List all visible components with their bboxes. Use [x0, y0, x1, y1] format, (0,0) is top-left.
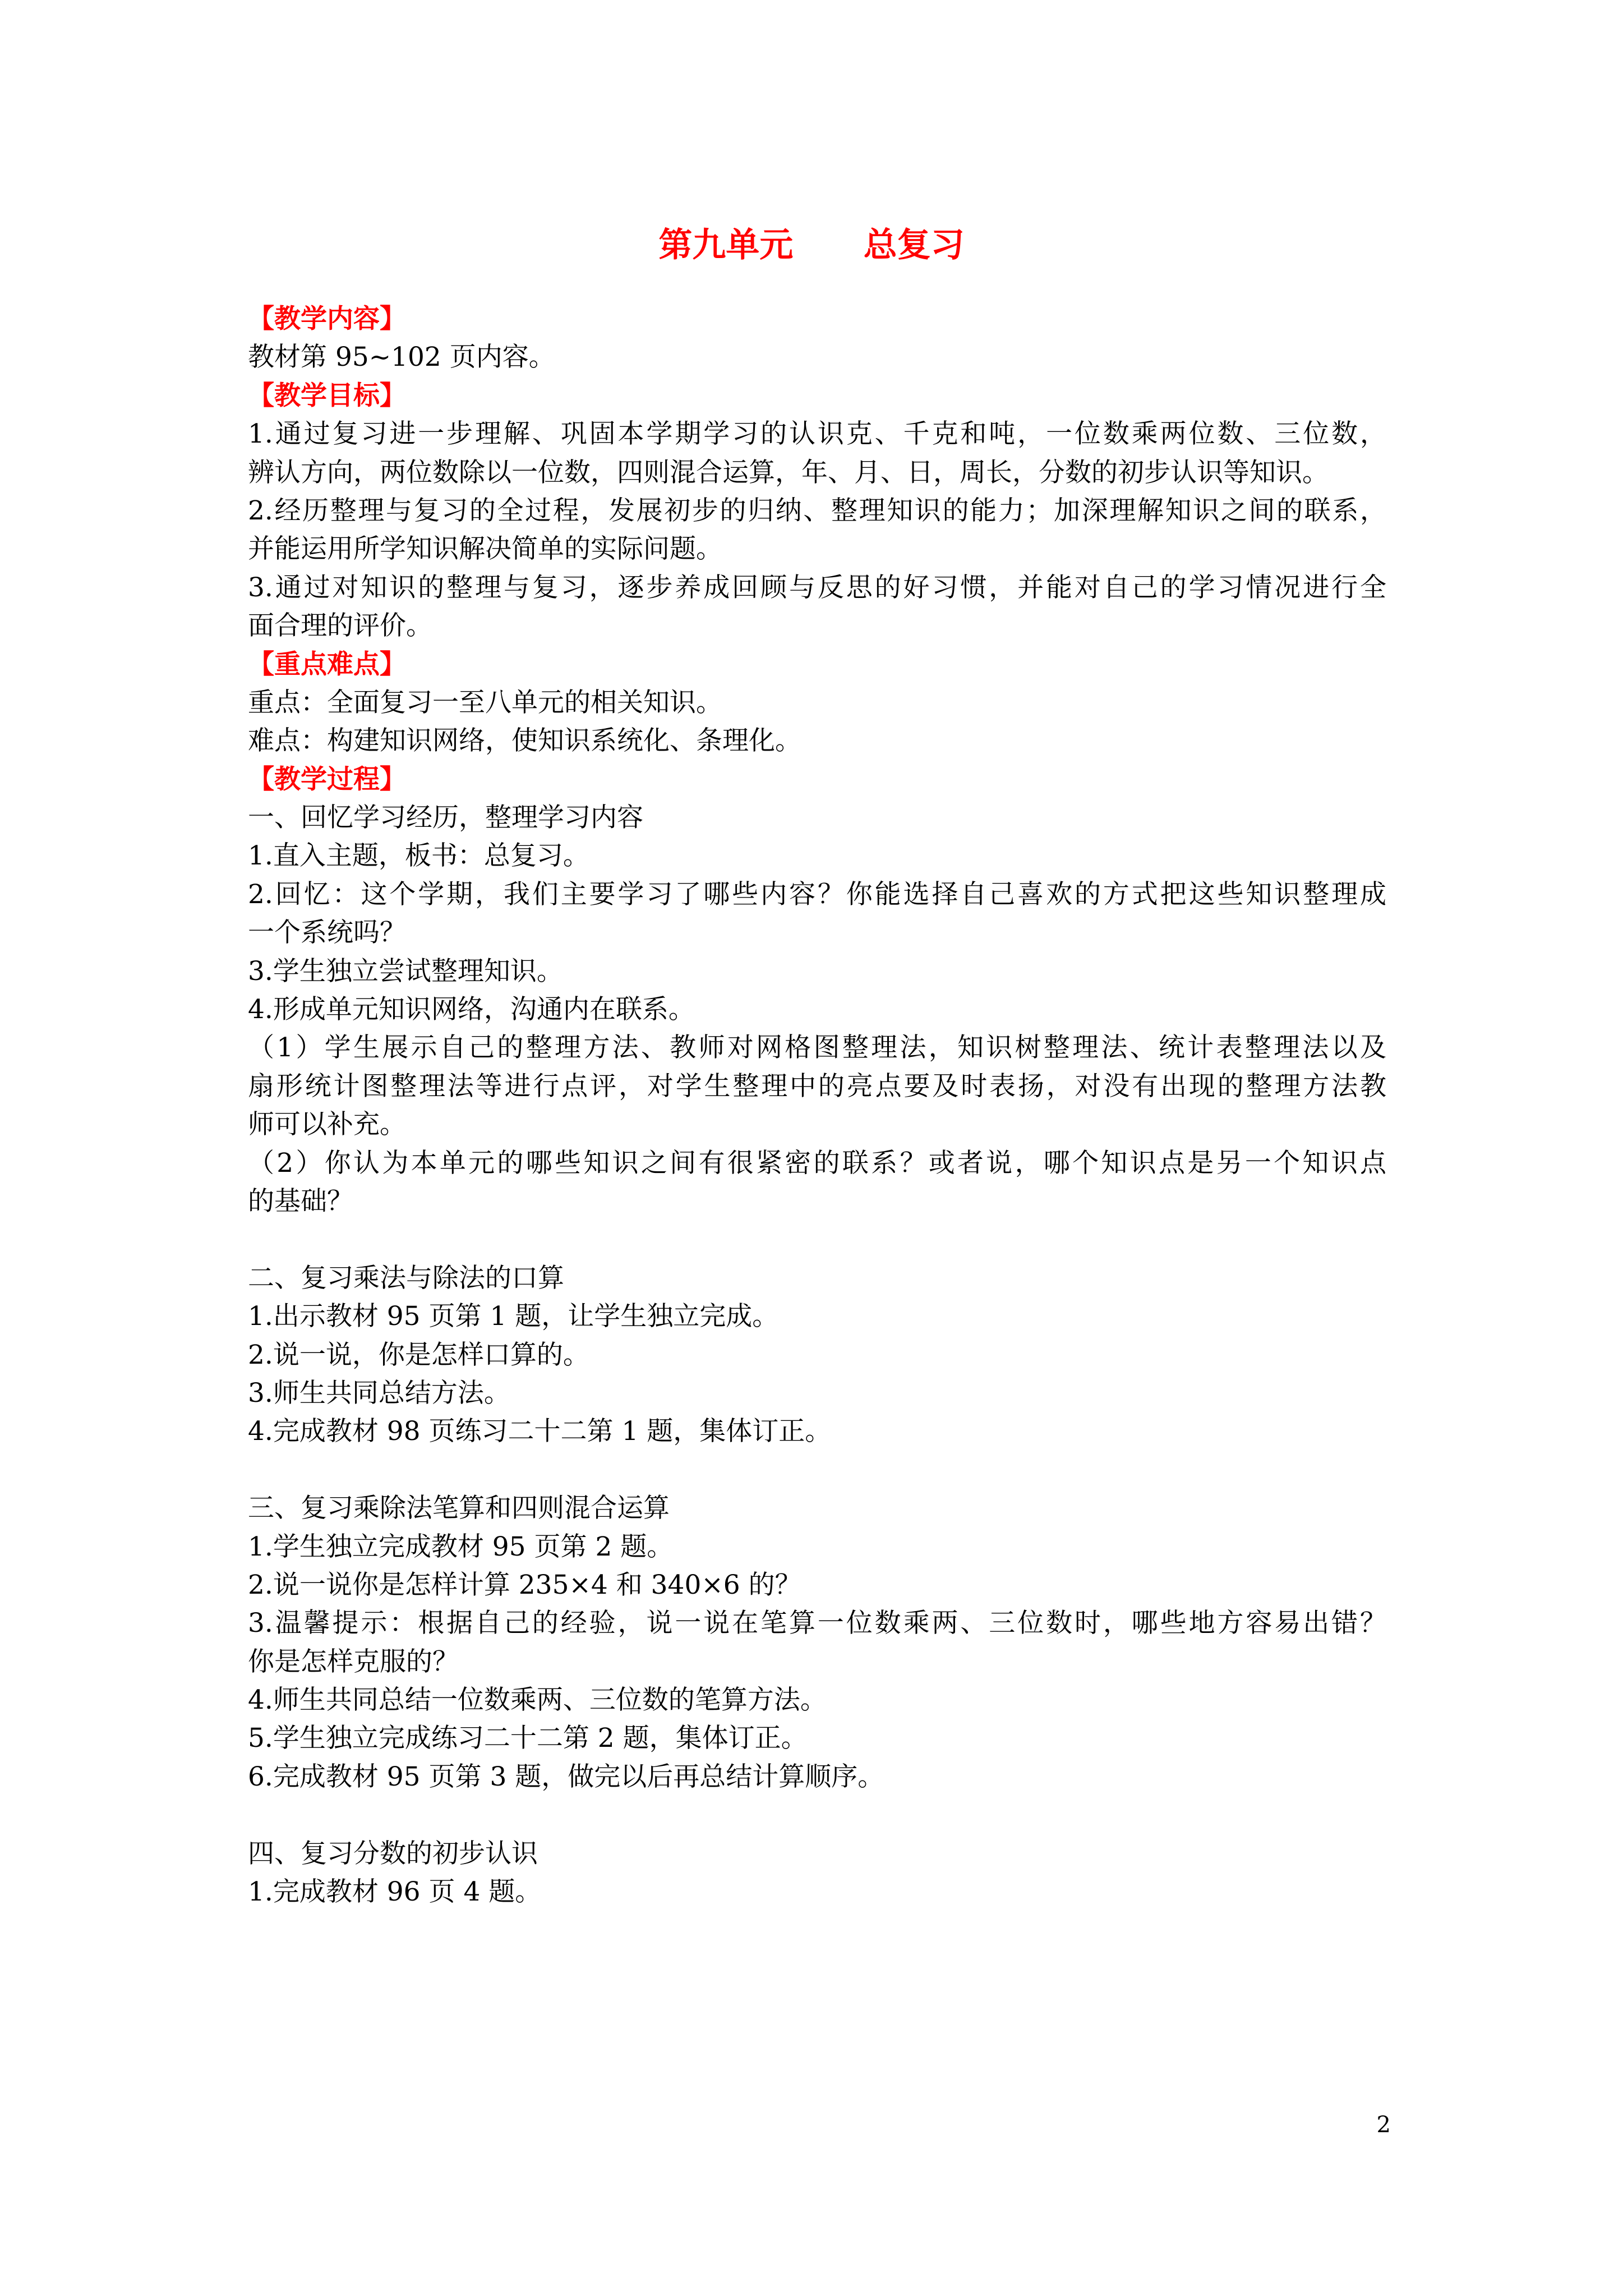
- part-1-step-2-line-2: 一个系统吗？: [248, 917, 406, 949]
- part-1-step-2-line-1: 2.回忆：这个学期，我们主要学习了哪些内容？你能选择自己喜欢的方式把这些知识整理成: [248, 878, 1386, 910]
- teaching-goals-heading: 【教学目标】: [248, 380, 406, 411]
- part-2-step-1: 1.出示教材 95 页第 1 题，让学生独立完成。: [248, 1301, 779, 1332]
- part-1-step-4: 4.形成单元知识网络，沟通内在联系。: [248, 994, 695, 1025]
- page-number: 2: [1376, 2112, 1391, 2138]
- teaching-content-heading: 【教学内容】: [248, 303, 406, 334]
- part-2-step-3: 3.师生共同总结方法。: [248, 1377, 510, 1409]
- part-3-step-1: 1.学生独立完成教材 95 页第 2 题。: [248, 1531, 674, 1562]
- part-3-step-6: 6.完成教材 95 页第 3 题，做完以后再总结计算顺序。: [248, 1761, 884, 1792]
- section-spacer: [248, 1451, 1386, 1489]
- part-1-subitem-2-line-1: （2）你认为本单元的哪些知识之间有很紧密的联系？或者说，哪个知识点是另一个知识点: [248, 1147, 1386, 1179]
- goal-1-line-2: 辨认方向，两位数除以一位数，四则混合运算，年、月、日，周长，分数的初步认识等知识。: [248, 457, 1329, 488]
- part-1-step-3: 3.学生独立尝试整理知识。: [248, 955, 563, 987]
- part-3-title: 三、复习乘除法笔算和四则混合运算: [248, 1493, 670, 1524]
- part-2-step-2: 2.说一说，你是怎样口算的。: [248, 1339, 589, 1370]
- part-3-step-4: 4.师生共同总结一位数乘两、三位数的笔算方法。: [248, 1685, 827, 1716]
- document-body: [248, 300, 1386, 1911]
- part-1-step-1: 1.直入主题，板书：总复习。: [248, 840, 589, 872]
- page-title: 第九单元 总复习: [658, 226, 965, 265]
- part-3-step-3-line-1: 3.温馨提示：根据自己的经验，说一说在笔算一位数乘两、三位数时，哪些地方容易出错？: [248, 1608, 1386, 1639]
- part-1-subitem-2-line-2: 的基础？: [248, 1185, 353, 1217]
- part-1-subitem-1-line-3: 师可以补充。: [248, 1109, 406, 1140]
- part-3-step-5: 5.学生独立完成练习二十二第 2 题，集体订正。: [248, 1723, 808, 1754]
- teaching-content-text: 教材第 95~102 页内容。: [248, 342, 555, 373]
- part-2-title: 二、复习乘法与除法的口算: [248, 1262, 564, 1294]
- part-4-title: 四、复习分数的初步认识: [248, 1838, 538, 1869]
- goal-3-line-2: 面合理的评价。: [248, 610, 432, 642]
- key-difficult-heading: 【重点难点】: [248, 648, 406, 680]
- goal-3-line-1: 3.通过对知识的整理与复习，逐步养成回顾与反思的好习惯，并能对自己的学习情况进行全: [248, 572, 1386, 603]
- part-3-step-3-line-2: 你是怎样克服的？: [248, 1646, 459, 1677]
- part-2-step-4: 4.完成教材 98 页练习二十二第 1 题，集体订正。: [248, 1416, 832, 1447]
- difficult-point-text: 难点：构建知识网络，使知识系统化、条理化。: [248, 725, 801, 757]
- part-1-subitem-1-line-1: （1）学生展示自己的整理方法、教师对网格图整理法，知识树整理法、统计表整理法以及: [248, 1032, 1386, 1064]
- key-point-text: 重点：全面复习一至八单元的相关知识。: [248, 687, 722, 718]
- part-1-subitem-1-line-2: 扇形统计图整理法等进行点评，对学生整理中的亮点要及时表扬，对没有出现的整理方法教: [248, 1070, 1386, 1102]
- section-spacer: [248, 1221, 1386, 1259]
- part-1-title: 一、回忆学习经历，整理学习内容: [248, 802, 643, 834]
- goal-2-line-2: 并能运用所学知识解决简单的实际问题。: [248, 533, 722, 565]
- section-spacer: [248, 1796, 1386, 1834]
- part-4-step-1: 1.完成教材 96 页 4 题。: [248, 1876, 542, 1908]
- part-3-step-2: 2.说一说你是怎样计算 235×4 和 340×6 的？: [248, 1569, 801, 1600]
- goal-2-line-1: 2.经历整理与复习的全过程，发展初步的归纳、整理知识的能力；加深理解知识之间的联系，: [248, 495, 1386, 526]
- teaching-process-heading: 【教学过程】: [248, 763, 406, 795]
- goal-1-line-1: 1.通过复习进一步理解、巩固本学期学习的认识克、千克和吨，一位数乘两位数、三位数，: [248, 418, 1386, 450]
